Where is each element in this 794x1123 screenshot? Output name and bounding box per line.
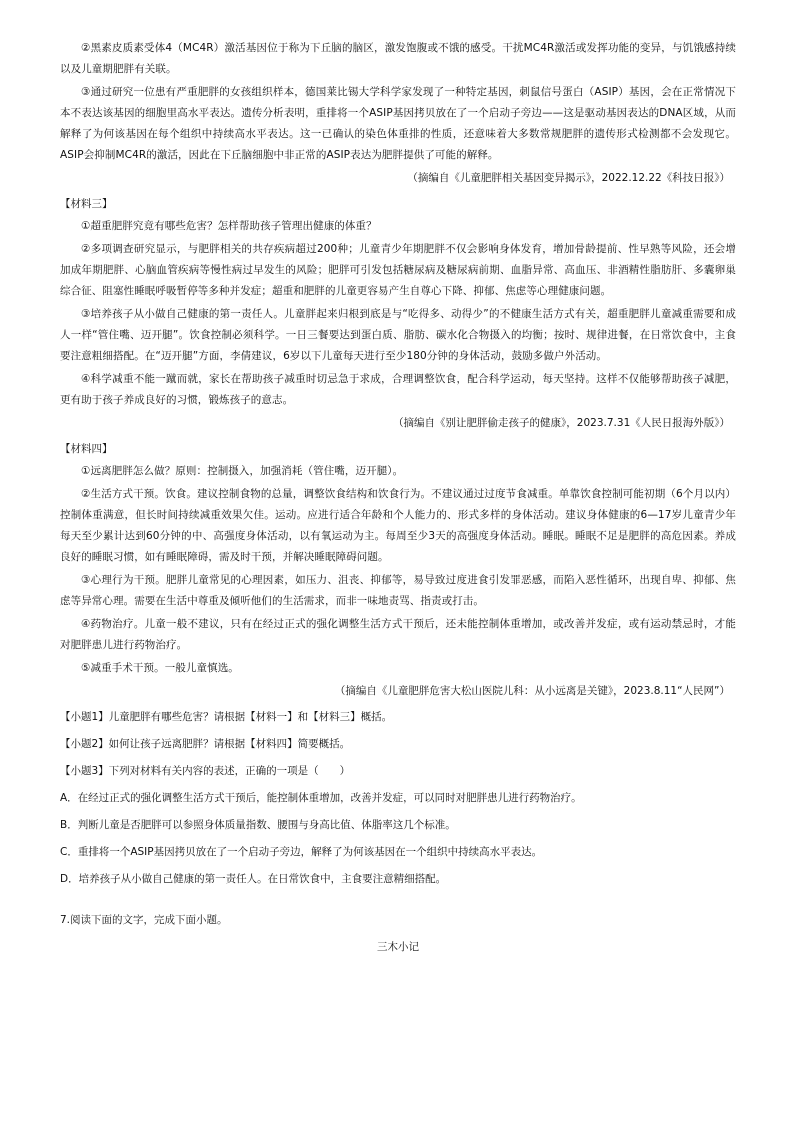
paragraph: ①远离肥胖怎么做？原则：控制摄入，加强消耗（管住嘴，迈开腿）。 [81, 465, 404, 477]
source-citation: （摘编自《儿童肥胖危害大松山医院儿科：从小远离是关键》，2023.8.11“人民网”） [334, 685, 730, 697]
questions [60, 707, 736, 890]
paragraph: ①超重肥胖究竟有哪些危害？怎样帮助孩子管理出健康的体重？ [81, 220, 377, 232]
paragraph: ②黑素皮质素受体4（MC4R）激活基因位于称为下丘脑的脑区，激发饱腹或不饿的感受。干扰MC4R激活或发挥功能的变异，与饥饿感持续以及儿童期肥胖有关联。 [60, 42, 736, 75]
paragraph: ②多项调查研究显示，与肥胖相关的共存疾病超过200种；儿童青少年期肥胖不仅会影响身体发育，增加骨龄提前、性早熟等风险，还会增加成年期肥胖、心脑血管疾病等慢性病过早发生的风险；肥胖可引发包括糖尿病及糖尿病前期、血脂异常、高血压、非酒精性脂肪肝、多囊卵巢综合征、阻塞性睡眠呼吸暂停等多种并发症；超重和肥胖的儿童更容易产生自尊心下降、抑郁、焦虑等心理健康问题。 [60, 243, 736, 297]
paragraph: ③心理行为干预。肥胖儿童常见的心理因素，如压力、沮丧、抑郁等，易导致过度进食引发罪恶感，而陷入恶性循环，出现自卑、抑郁、焦虑等异常心理。需要在生活中尊重及倾听他们的生活需求，而非一味地责骂、指责或打击。 [60, 574, 736, 607]
source-citation: （摘编自《别让肥胖偷走孩子的健康》，2023.7.31《人民日报海外版》） [393, 417, 730, 429]
source-citation: （摘编自《儿童肥胖相关基因变异揭示》，2022.12.22《科技日报》） [407, 172, 730, 184]
question-1: 【小题1】儿童肥胖有哪些危害？请根据【材料一】和【材料三】概括。 [60, 711, 393, 723]
document-page [60, 38, 736, 958]
material2-body [60, 38, 736, 189]
section-7-intro: 7.阅读下面的文字，完成下面小题。 [60, 914, 228, 926]
material4 [60, 439, 736, 702]
question-2: 【小题2】如何让孩子远离肥胖？请根据【材料四】简要概括。 [60, 738, 351, 750]
material3 [60, 194, 736, 434]
option-c: C．重排将一个ASIP基因拷贝放在了一个启动子旁边，解释了为何该基因在一个组织中持续高水平表达。 [60, 846, 543, 858]
section-heading: 【材料三】 [60, 198, 113, 210]
paragraph: ⑤减重手术干预。一般儿童慎选。 [81, 662, 239, 674]
paragraph: ④科学减重不能一蹴而就，家长在帮助孩子减重时切忌急于求成，合理调整饮食，配合科学运动，每天坚持。这样不仅能够帮助孩子减肥，更有助于孩子养成良好的习惯，锻炼孩子的意志。 [60, 373, 736, 406]
section-heading: 【材料四】 [60, 443, 113, 455]
option-b: B．判断儿童是否肥胖可以参照身体质量指数、腰围与身高比值、体脂率这几个标准。 [60, 819, 456, 831]
paragraph: ③通过研究一位患有严重肥胖的女孩组织样本，德国莱比锡大学科学家发现了一种特定基因，刺鼠信号蛋白（ASIP）基因，会在正常情况下本不表达该基因的细胞里高水平表达。遗传分析表明，重排将一个ASIP基因拷贝放在了一个启动子旁边——这是驱动基因表达的DNA区域，从而解释了为何该基因在每个组织中持续高水平表达。这一已确认的染色体重排的性质，还意味着大多数常规肥胖的遗传形式检测都不会发现它。ASIP会抑制MC4R的激活，因此在下丘脑细胞中非正常的ASIP表达为肥胖提供了可能的解释。 [60, 86, 736, 161]
paragraph: ④药物治疗。儿童一般不建议，只有在经过正式的强化调整生活方式干预后，还未能控制体重增加，或改善并发症，或有运动禁忌时，才能对肥胖患儿进行药物治疗。 [60, 618, 736, 651]
paragraph: ③培养孩子从小做自己健康的第一责任人。儿童胖起来归根到底是与“吃得多、动得少”的不健康生活方式有关，超重肥胖儿童减重需要和成人一样“管住嘴、迈开腿”。饮食控制必须科学。一日三餐要达到蛋白质、脂肪、碳水化合物摄入的均衡；按时、规律进餐，在日常饮食中，主食要注意粗细搭配。在“迈开腿”方面，李倩建议，6岁以下儿童每天进行至少180分钟的身体活动，鼓励多做户外活动。 [60, 308, 736, 362]
option-a: A．在经过正式的强化调整生活方式干预后，能控制体重增加，改善并发症，可以同时对肥胖患儿进行药物治疗。 [60, 792, 582, 804]
paragraph: ②生活方式干预。饮食。建议控制食物的总量，调整饮食结构和饮食行为。不建议通过过度节食减重。单靠饮食控制可能初期（6个月以内）控制体重满意，但长时间持续减重效果欠佳。运动。应进行适合年龄和个人能力的、形式多样的身体活动。建议身体健康的6—17岁儿童青少年每天至少累计达到60分钟的中、高强度身体活动，以有氧运动为主。每周至少3天的高强度身体活动。睡眠。睡眠不足是肥胖的高危因素。养成良好的睡眠习惯，如有睡眠障碍，需及时干预，并解决睡眠障碍问题。 [60, 488, 736, 563]
question-3: 【小题3】下列对材料有关内容的表述，正确的一项是（ ） [60, 765, 351, 777]
option-d: D．培养孩子从小做自己健康的第一责任人。在日常饮食中，主食要注意精细搭配。 [60, 873, 447, 885]
article-title: 三木小记 [377, 941, 419, 953]
